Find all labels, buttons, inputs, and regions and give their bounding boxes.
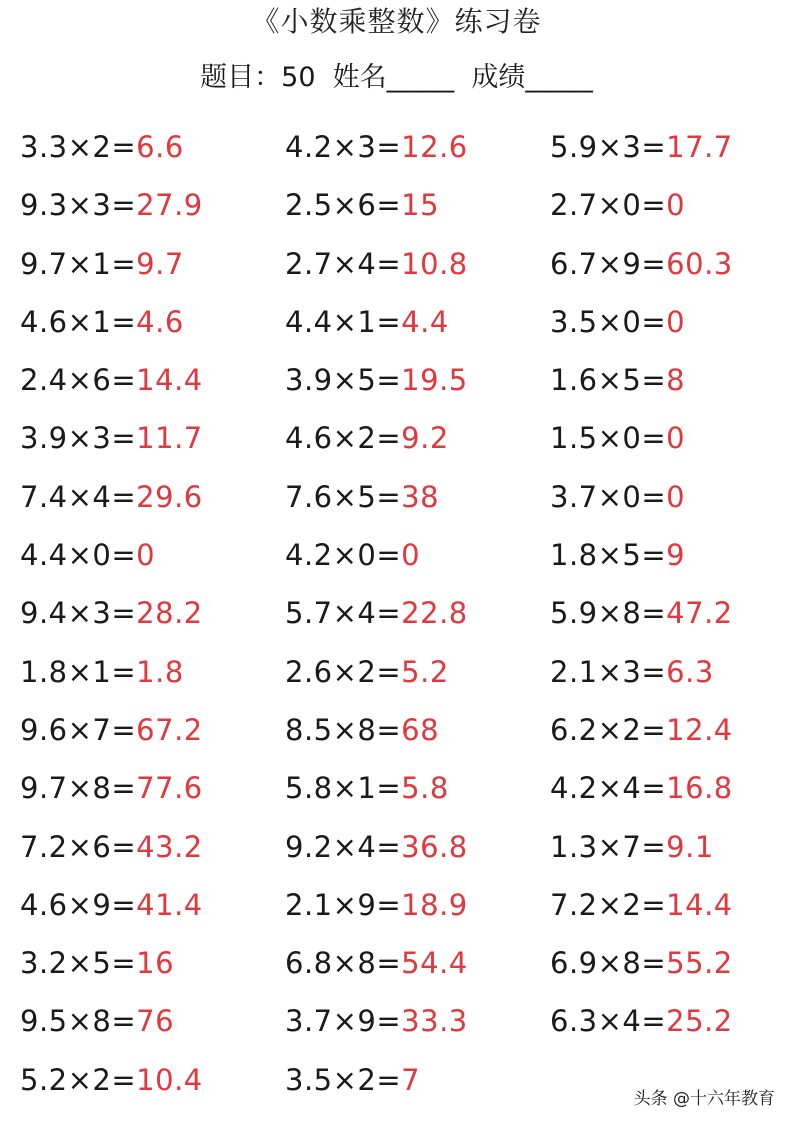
problem-question: 5.9×3= — [550, 130, 667, 164]
problem-cell — [285, 824, 468, 882]
problem-row — [20, 532, 780, 590]
problem-question: 1.5×0= — [550, 421, 667, 456]
problem-answer: 7 — [401, 1062, 421, 1097]
problem-cell — [550, 357, 685, 415]
problem-cell — [20, 824, 203, 882]
problem-answer: 28.2 — [136, 596, 203, 631]
problem-cell — [285, 940, 468, 998]
problem-answer: 68 — [401, 712, 440, 747]
problem-row — [20, 241, 780, 299]
problem-row — [20, 357, 780, 415]
problem-row — [20, 882, 780, 940]
problem-answer: 0 — [666, 304, 686, 339]
problem-cell — [550, 124, 733, 182]
problem-cell — [550, 299, 685, 357]
problem-question: 4.2×4= — [550, 771, 667, 806]
problem-question: 4.6×1= — [20, 304, 137, 339]
problem-question: 9.2×4= — [285, 829, 402, 864]
problem-question: 1.3×7= — [550, 829, 667, 864]
problem-answer: 9.7 — [136, 246, 184, 281]
problem-question: 4.4×0= — [20, 538, 137, 573]
problem-question: 9.7×8= — [20, 771, 137, 806]
problem-cell — [550, 707, 733, 765]
problem-answer: 5.2 — [401, 654, 449, 689]
problem-question: 2.5×6= — [285, 188, 402, 223]
problem-cell — [20, 707, 203, 765]
problem-grid — [20, 124, 780, 1115]
problem-question: 3.3×2= — [20, 130, 137, 164]
problem-cell — [20, 241, 184, 299]
problem-answer: 1.8 — [136, 654, 184, 689]
problem-question: 1.6×5= — [550, 363, 667, 398]
problem-question: 2.1×9= — [285, 887, 402, 922]
problem-cell — [285, 241, 468, 299]
worksheet-title: 《小数乘整数》练习卷 — [251, 5, 542, 38]
problem-cell — [285, 998, 468, 1056]
problem-answer: 0 — [666, 479, 686, 514]
problem-question: 2.7×0= — [550, 188, 667, 223]
problem-cell — [550, 241, 733, 299]
problem-answer: 0 — [666, 421, 686, 456]
problem-answer: 33.3 — [401, 1004, 468, 1039]
problem-row — [20, 649, 780, 707]
problem-cell — [285, 474, 439, 532]
problem-cell — [285, 532, 420, 590]
problem-answer: 10.8 — [401, 246, 468, 281]
problem-question: 5.8×1= — [285, 771, 402, 806]
problem-question: 7.2×2= — [550, 887, 667, 922]
problem-question: 1.8×1= — [20, 654, 137, 689]
problem-answer: 29.6 — [136, 479, 203, 514]
problem-cell — [285, 124, 468, 182]
problem-cell — [285, 1057, 420, 1115]
problem-cell — [550, 998, 733, 1056]
problem-cell — [20, 649, 184, 707]
problem-question: 3.5×2= — [285, 1062, 402, 1097]
problem-cell — [20, 998, 174, 1056]
problem-answer: 55.2 — [666, 946, 733, 981]
problem-row — [20, 299, 780, 357]
problem-question: 3.7×9= — [285, 1004, 402, 1039]
problem-answer: 17.7 — [666, 130, 733, 164]
problem-answer: 0 — [401, 538, 421, 573]
problem-row — [20, 182, 780, 240]
problem-answer: 67.2 — [136, 712, 203, 747]
problem-question: 3.5×0= — [550, 304, 667, 339]
problem-question: 4.6×9= — [20, 887, 137, 922]
problem-question: 6.8×8= — [285, 946, 402, 981]
problem-cell — [285, 765, 449, 823]
problem-cell — [550, 765, 733, 823]
problem-answer: 43.2 — [136, 829, 203, 864]
problem-cell — [20, 124, 184, 182]
problem-answer: 76 — [136, 1004, 175, 1039]
problem-row — [20, 998, 780, 1056]
problem-answer: 10.4 — [136, 1062, 203, 1097]
problem-row — [20, 940, 780, 998]
problem-answer: 11.7 — [136, 421, 203, 456]
problem-cell — [20, 182, 203, 240]
problem-cell — [20, 590, 203, 648]
problem-question: 7.2×6= — [20, 829, 137, 864]
problem-answer: 9.2 — [401, 421, 449, 456]
problem-row — [20, 124, 780, 182]
problem-cell — [550, 590, 733, 648]
problem-cell — [20, 940, 174, 998]
problem-answer: 12.4 — [666, 712, 733, 747]
problem-cell — [20, 299, 184, 357]
problem-answer: 60.3 — [666, 246, 733, 281]
problem-cell — [285, 649, 449, 707]
problem-cell — [550, 649, 714, 707]
problem-cell — [550, 182, 685, 240]
problem-cell — [20, 474, 203, 532]
problem-cell — [550, 474, 685, 532]
problem-cell — [550, 824, 714, 882]
problem-cell — [20, 532, 155, 590]
problem-row — [20, 590, 780, 648]
watermark: 头条 @十六年教育 — [633, 1089, 775, 1109]
problem-question: 9.5×8= — [20, 1004, 137, 1039]
problem-question: 8.5×8= — [285, 712, 402, 747]
problem-answer: 14.4 — [666, 887, 733, 922]
problem-question: 9.3×3= — [20, 188, 137, 223]
problem-cell — [285, 182, 439, 240]
problem-answer: 22.8 — [401, 596, 468, 631]
problem-row — [20, 707, 780, 765]
problem-answer: 47.2 — [666, 596, 733, 631]
problem-cell — [20, 765, 203, 823]
problem-answer: 0 — [666, 188, 686, 223]
problem-answer: 0 — [136, 538, 156, 573]
problem-answer: 16.8 — [666, 771, 733, 806]
problem-question: 9.4×3= — [20, 596, 137, 631]
problem-cell — [285, 882, 468, 940]
problem-answer: 77.6 — [136, 771, 203, 806]
problem-answer: 16 — [136, 946, 175, 981]
problem-question: 9.7×1= — [20, 246, 137, 281]
problem-cell — [285, 415, 449, 473]
problem-answer: 38 — [401, 479, 440, 514]
problem-answer: 14.4 — [136, 363, 203, 398]
problem-question: 4.4×1= — [285, 304, 402, 339]
problem-answer: 41.4 — [136, 887, 203, 922]
problem-cell — [550, 415, 685, 473]
problem-question: 2.7×4= — [285, 246, 402, 281]
problem-answer: 5.8 — [401, 771, 449, 806]
problem-row — [20, 474, 780, 532]
problem-question: 1.8×5= — [550, 538, 667, 573]
problem-question: 6.9×8= — [550, 946, 667, 981]
problem-answer: 54.4 — [401, 946, 468, 981]
problem-answer: 6.3 — [666, 654, 714, 689]
problem-answer: 25.2 — [666, 1004, 733, 1039]
problem-question: 3.9×5= — [285, 363, 402, 398]
problem-answer: 19.5 — [401, 363, 468, 398]
problem-cell — [285, 299, 449, 357]
problem-row — [20, 824, 780, 882]
problem-question: 5.2×2= — [20, 1062, 137, 1097]
worksheet-subtitle: 题目：50 姓名_____ 成绩_____ — [200, 62, 593, 93]
problem-cell — [550, 940, 733, 998]
problem-question: 5.7×4= — [285, 596, 402, 631]
problem-question: 4.2×0= — [285, 538, 402, 573]
problem-cell — [285, 357, 468, 415]
problem-question: 3.7×0= — [550, 479, 667, 514]
problem-answer: 12.6 — [401, 130, 468, 164]
problem-question: 4.6×2= — [285, 421, 402, 456]
problem-question: 3.2×5= — [20, 946, 137, 981]
problem-cell — [20, 415, 203, 473]
problem-answer: 6.6 — [136, 130, 184, 164]
problem-cell — [550, 882, 733, 940]
problem-question: 2.6×2= — [285, 654, 402, 689]
problem-question: 2.4×6= — [20, 363, 137, 398]
problem-cell — [550, 532, 685, 590]
problem-question: 3.9×3= — [20, 421, 137, 456]
problem-answer: 4.4 — [401, 304, 449, 339]
problem-cell — [20, 1057, 203, 1115]
problem-cell — [285, 590, 468, 648]
problem-answer: 18.9 — [401, 887, 468, 922]
problem-answer: 15 — [401, 188, 440, 223]
problem-answer: 27.9 — [136, 188, 203, 223]
problem-cell — [20, 357, 203, 415]
problem-answer: 9 — [666, 538, 686, 573]
problem-question: 7.6×5= — [285, 479, 402, 514]
problem-answer: 36.8 — [401, 829, 468, 864]
problem-question: 9.6×7= — [20, 712, 137, 747]
problem-question: 6.7×9= — [550, 246, 667, 281]
problem-answer: 8 — [666, 363, 686, 398]
problem-question: 7.4×4= — [20, 479, 137, 514]
problem-row — [20, 765, 780, 823]
problem-row — [20, 415, 780, 473]
problem-question: 4.2×3= — [285, 130, 402, 164]
problem-question: 6.3×4= — [550, 1004, 667, 1039]
problem-question: 6.2×2= — [550, 712, 667, 747]
problem-question: 5.9×8= — [550, 596, 667, 631]
problem-cell — [20, 882, 203, 940]
problem-answer: 9.1 — [666, 829, 714, 864]
problem-answer: 4.6 — [136, 304, 184, 339]
problem-question: 2.1×3= — [550, 654, 667, 689]
problem-cell — [285, 707, 439, 765]
